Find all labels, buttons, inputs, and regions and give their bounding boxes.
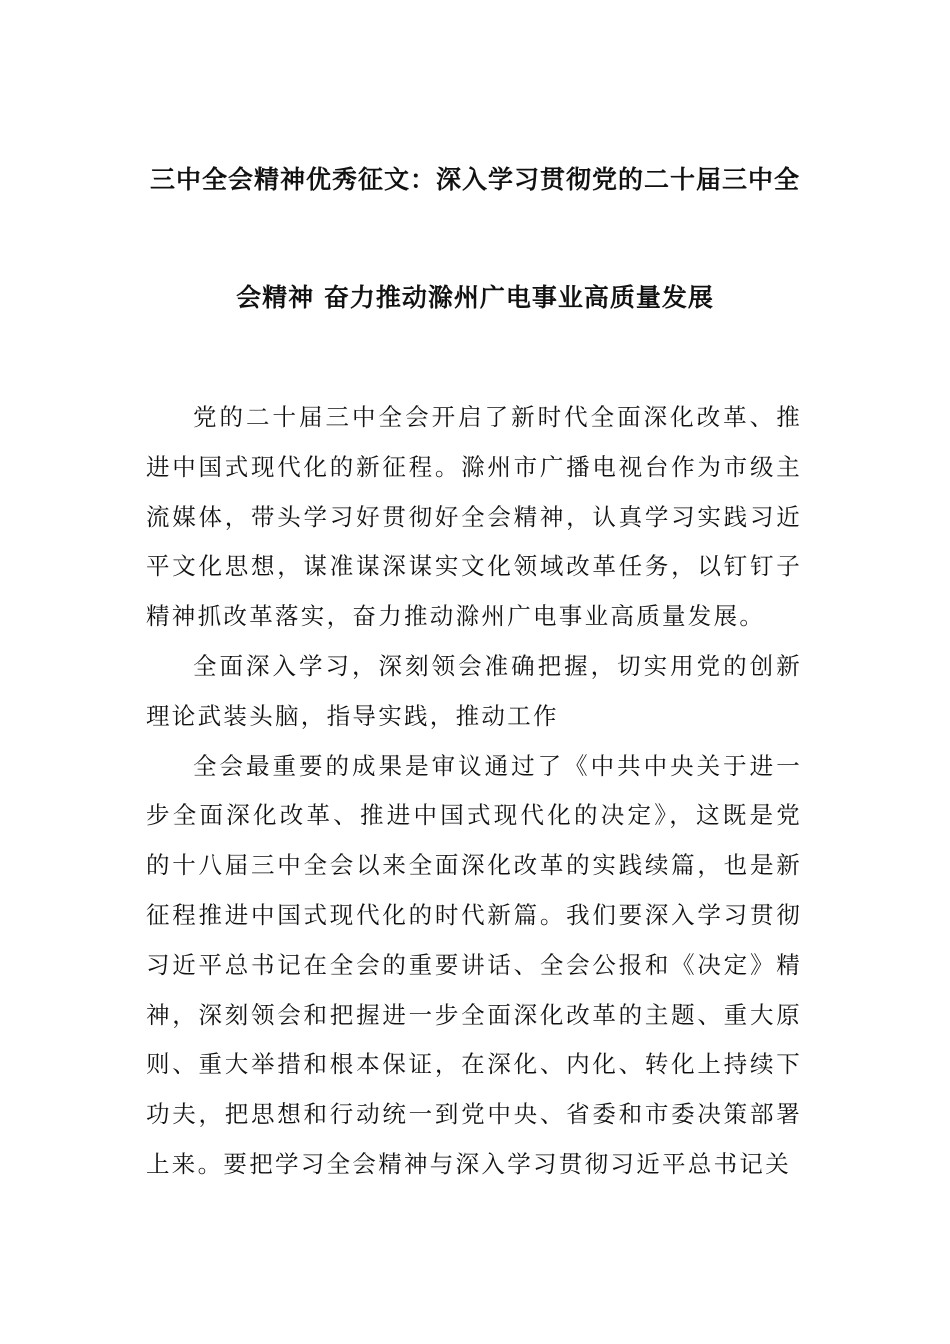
body-paragraph-intro: 党的二十届三中全会开启了新时代全面深化改革、推进中国式现代化的新征程。滁州市广播电视台作为市级主流媒体，带头学习好贯彻好全会精神，认真学习实践习近平文化思想，谋准谋深谋实文化领域改革任务，以钉钉子精神抓改革落实，奋力推动滁州广电事业高质量发展。 <box>146 403 802 631</box>
document-title-line-1: 三中全会精神优秀征文：深入学习贯彻党的二十届三中全 <box>149 165 800 194</box>
document-title-line-2: 会精神 奋力推动滁州广电事业高质量发展 <box>236 283 714 312</box>
body-paragraph-main: 全会最重要的成果是审议通过了《中共中央关于进一步全面深化改革、推进中国式现代化的决定》，这既是党的十八届三中全会以来全面深化改革的实践续篇，也是新征程推进中国式现代化的时代新篇。我们要深入学习贯彻习近平总书记在全会的重要讲话、全会公报和《决定》精神，深刻领会和把握进一步全面深化改革的主题、重大原则、重大举措和根本保证，在深化、内化、转化上持续下功夫，把思想和行动统一到党中央、省委和市委决策部署上来。要把学习全会精神与深入学习贯彻习近平总书记关 <box>146 751 802 1178</box>
document-body <box>146 393 802 1190</box>
body-paragraph-heading: 全面深入学习，深刻领会准确把握，切实用党的创新理论武装头脑，指导实践，推动工作 <box>146 651 802 730</box>
